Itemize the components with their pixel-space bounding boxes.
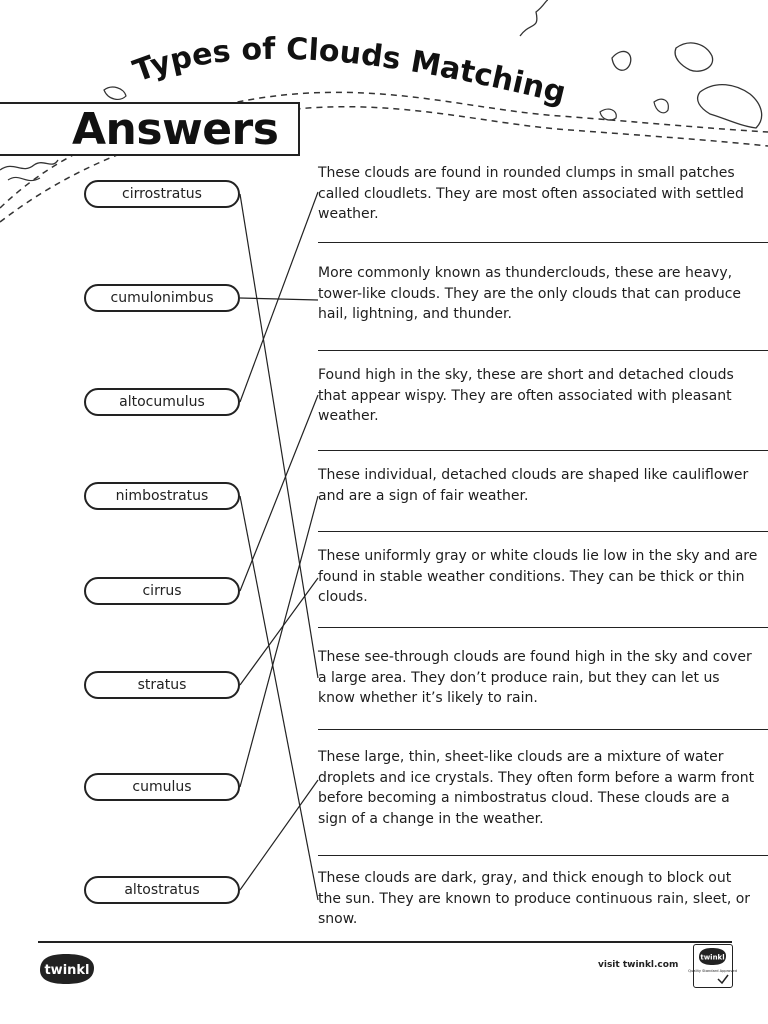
divider: [318, 242, 768, 243]
divider: [318, 855, 768, 856]
line-cirrostratus: [240, 194, 318, 678]
description-text: More commonly known as thunderclouds, these are heavy, tower-like clouds. They are the only clouds that can produce hail, lightning, and thunder.: [318, 265, 742, 322]
answers-heading: Answers: [72, 103, 279, 155]
description-text: Found high in the sky, these are short and detached clouds that appear wispy. They are often associated with pleasant weather.: [318, 367, 734, 424]
badge-art: [688, 945, 737, 986]
term-pill: altocumulus: [84, 388, 240, 416]
svg-text:Quality Standard Approved: Quality Standard Approved: [688, 969, 737, 973]
line-altostratus: [240, 780, 318, 890]
quality-badge: [688, 944, 737, 988]
line-cirrus: [240, 395, 318, 591]
divider: [318, 450, 768, 451]
twinkl-logo[interactable]: [36, 952, 96, 986]
term-pill: nimbostratus: [84, 482, 240, 510]
divider: [318, 729, 768, 730]
term-pill: cirrus: [84, 577, 240, 605]
term-pill: stratus: [84, 671, 240, 699]
divider: [318, 531, 768, 532]
divider: [318, 627, 768, 628]
term-pill: cumulonimbus: [84, 284, 240, 312]
description-text: These uniformly gray or white clouds lie low in the sky and are found in stable weather conditions. They can be thick or thin clouds.: [318, 548, 758, 605]
line-nimbostratus: [240, 496, 318, 900]
description-text: These see-through clouds are found high in the sky and cover a large area. They don’t produce rain, but they can let us know whether it’s likely to rain.: [318, 649, 752, 706]
description-text: These clouds are found in rounded clumps in small patches called cloudlets. They are most often associated with settled weather.: [318, 165, 744, 222]
svg-text:twinkl: twinkl: [700, 953, 725, 962]
line-stratus: [240, 578, 318, 685]
term-pill: cirrostratus: [84, 180, 240, 208]
description-text: These clouds are dark, gray, and thick enough to block out the sun. They are known to produce continuous rain, sleet, or snow.: [318, 870, 751, 927]
title-text: Types of Clouds Matching: [128, 31, 570, 111]
footer-divider: [38, 941, 732, 943]
svg-text:twinkl: twinkl: [44, 963, 90, 978]
term-pill: altostratus: [84, 876, 240, 904]
visit-link[interactable]: visit twinkl.com: [598, 960, 679, 970]
description-text: These individual, detached clouds are shaped like cauliflower and are a sign of fair weather.: [318, 467, 749, 504]
line-cumulus: [240, 496, 318, 787]
description-text: These large, thin, sheet-like clouds are a mixture of water droplets and ice crystals. They often form before a warm front before becoming a nimbostratus cloud. These clouds are a sign of a change in the weather.: [318, 749, 755, 827]
line-altocumulus: [240, 192, 318, 402]
divider: [318, 350, 768, 351]
term-pill: cumulus: [84, 773, 240, 801]
